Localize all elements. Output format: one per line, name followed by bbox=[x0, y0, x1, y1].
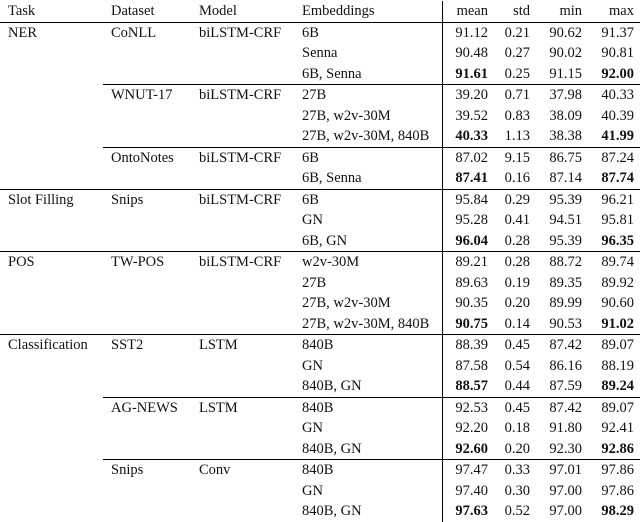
header-embeddings: Embeddings bbox=[294, 1, 442, 22]
cell-model bbox=[191, 293, 294, 314]
table-row bbox=[0, 501, 640, 522]
cell-std: 0.14 bbox=[504, 315, 530, 332]
table-row bbox=[0, 210, 640, 231]
header-mean: mean bbox=[442, 1, 494, 22]
table-row bbox=[0, 356, 640, 377]
cell-mean: 39.52 bbox=[442, 106, 494, 127]
cell-task: Slot Filling bbox=[0, 189, 103, 210]
cell-task bbox=[0, 439, 103, 460]
cell-mean-best: 90.75 bbox=[455, 315, 488, 332]
cell-embeddings: 840B, GN bbox=[302, 503, 362, 520]
cell-max-best: 91.02 bbox=[601, 315, 634, 332]
cell-min: 88.72 bbox=[536, 252, 588, 273]
table-body bbox=[0, 22, 640, 522]
cell-task: Classification bbox=[0, 335, 103, 356]
cell-dataset bbox=[103, 481, 191, 502]
cell-std: 0.18 bbox=[504, 420, 530, 437]
cell-max: 91.37 bbox=[588, 22, 640, 43]
cell-min: 94.51 bbox=[549, 212, 582, 229]
cell-max bbox=[588, 314, 640, 335]
cell-mean: 88.39 bbox=[442, 335, 494, 356]
cell-max: 90.60 bbox=[601, 295, 634, 312]
cell-mean-best: 91.61 bbox=[455, 65, 488, 82]
cell-model: LSTM bbox=[191, 397, 294, 418]
cell-max-best: 96.35 bbox=[601, 232, 634, 249]
cell-model bbox=[191, 64, 294, 85]
cell-embeddings: 6B bbox=[294, 22, 442, 43]
cell-model bbox=[191, 43, 294, 64]
cell-min: 87.59 bbox=[549, 378, 582, 395]
cell-max-best: 87.74 bbox=[601, 170, 634, 187]
cell-task bbox=[0, 231, 103, 252]
cell-min: 90.02 bbox=[549, 45, 582, 62]
cell-min: 87.42 bbox=[536, 397, 588, 418]
cell-min: 95.39 bbox=[549, 232, 582, 249]
cell-model: biLSTM-CRF bbox=[191, 252, 294, 273]
cell-mean: 92.20 bbox=[442, 418, 494, 439]
cell-embeddings: 6B, Senna bbox=[302, 65, 362, 82]
cell-std: 0.54 bbox=[504, 357, 530, 374]
cell-mean: 97.40 bbox=[442, 481, 494, 502]
cell-mean: 39.20 bbox=[442, 85, 494, 106]
cell-mean: 87.58 bbox=[442, 356, 494, 377]
cell-std: 0.21 bbox=[494, 22, 536, 43]
cell-dataset bbox=[103, 210, 191, 231]
header-max: max bbox=[588, 1, 640, 22]
table-row bbox=[0, 147, 640, 168]
cell-max: 40.39 bbox=[601, 107, 634, 124]
cell-mean: 97.47 bbox=[442, 460, 494, 481]
cell-dataset bbox=[103, 273, 191, 294]
cell-max: 87.24 bbox=[588, 147, 640, 168]
cell-embeddings: 27B, w2v-30M bbox=[302, 295, 391, 312]
cell-mean: 90.48 bbox=[442, 43, 494, 64]
cell-max-best: 98.29 bbox=[601, 503, 634, 520]
cell-min: 89.99 bbox=[549, 295, 582, 312]
cell-embeddings: Senna bbox=[302, 45, 338, 62]
cell-std: 0.83 bbox=[504, 107, 530, 124]
cell-max bbox=[588, 168, 640, 189]
table-row bbox=[0, 314, 640, 335]
cell-model: biLSTM-CRF bbox=[191, 85, 294, 106]
cell-task bbox=[0, 460, 103, 481]
table-row bbox=[0, 273, 640, 294]
cell-model bbox=[191, 273, 294, 294]
cell-model: biLSTM-CRF bbox=[191, 189, 294, 210]
cell-mean-best: 97.63 bbox=[455, 503, 488, 520]
cell-std: 0.25 bbox=[504, 65, 530, 82]
cell-min: 91.80 bbox=[549, 420, 582, 437]
cell-dataset bbox=[103, 418, 191, 439]
cell-std: 0.44 bbox=[504, 378, 530, 395]
cell-embeddings: 840B, GN bbox=[302, 440, 362, 457]
cell-task bbox=[0, 293, 103, 314]
cell-min: 97.00 bbox=[549, 503, 582, 520]
header-model: Model bbox=[191, 1, 294, 22]
cell-task bbox=[0, 501, 103, 522]
table-row bbox=[0, 106, 640, 127]
cell-max-best: 41.99 bbox=[601, 128, 634, 145]
cell-embeddings: 6B, Senna bbox=[302, 170, 362, 187]
table-row bbox=[0, 85, 640, 106]
cell-embeddings: 27B bbox=[302, 274, 327, 291]
cell-min: 37.98 bbox=[536, 85, 588, 106]
cell-mean bbox=[442, 126, 494, 147]
cell-dataset bbox=[103, 231, 191, 252]
cell-embeddings: 27B bbox=[294, 85, 442, 106]
cell-model bbox=[191, 356, 294, 377]
cell-mean bbox=[442, 501, 494, 522]
cell-mean-best: 96.04 bbox=[455, 232, 488, 249]
cell-max bbox=[588, 376, 640, 397]
cell-dataset: TW-POS bbox=[103, 252, 191, 273]
table-row bbox=[0, 481, 640, 502]
cell-model bbox=[191, 501, 294, 522]
cell-std: 0.28 bbox=[504, 232, 530, 249]
cell-model bbox=[191, 126, 294, 147]
table-row bbox=[0, 22, 640, 43]
cell-task bbox=[0, 126, 103, 147]
cell-max: 89.07 bbox=[588, 335, 640, 356]
cell-min: 87.14 bbox=[549, 170, 582, 187]
cell-min: 97.00 bbox=[549, 482, 582, 499]
cell-min: 87.42 bbox=[536, 335, 588, 356]
cell-dataset bbox=[103, 126, 191, 147]
cell-dataset: AG-NEWS bbox=[103, 397, 191, 418]
cell-model: Conv bbox=[191, 460, 294, 481]
cell-mean bbox=[442, 439, 494, 460]
cell-std: 0.41 bbox=[504, 212, 530, 229]
cell-max: 90.81 bbox=[601, 45, 634, 62]
table-row bbox=[0, 126, 640, 147]
table-row bbox=[0, 293, 640, 314]
cell-max-best: 89.24 bbox=[601, 378, 634, 395]
cell-dataset: Snips bbox=[103, 189, 191, 210]
cell-mean: 89.63 bbox=[442, 273, 494, 294]
cell-mean bbox=[442, 314, 494, 335]
cell-std: 0.45 bbox=[494, 397, 536, 418]
cell-task bbox=[0, 314, 103, 335]
cell-mean bbox=[442, 376, 494, 397]
cell-embeddings: 840B bbox=[294, 460, 442, 481]
cell-std: 0.19 bbox=[504, 274, 530, 291]
table-row bbox=[0, 460, 640, 481]
cell-max: 92.41 bbox=[601, 420, 634, 437]
header-task: Task bbox=[0, 1, 103, 22]
cell-dataset: Snips bbox=[103, 460, 191, 481]
cell-model: biLSTM-CRF bbox=[191, 22, 294, 43]
header-min: min bbox=[536, 1, 588, 22]
results-table bbox=[0, 1, 640, 522]
cell-max bbox=[588, 231, 640, 252]
cell-task bbox=[0, 397, 103, 418]
cell-task bbox=[0, 106, 103, 127]
cell-max: 89.92 bbox=[601, 274, 634, 291]
header-row bbox=[0, 1, 640, 22]
header-std: std bbox=[494, 1, 536, 22]
cell-task bbox=[0, 64, 103, 85]
table-row bbox=[0, 439, 640, 460]
cell-max: 97.86 bbox=[601, 482, 634, 499]
cell-task bbox=[0, 418, 103, 439]
cell-std: 0.20 bbox=[504, 295, 530, 312]
cell-mean-best: 87.41 bbox=[455, 170, 488, 187]
cell-max: 97.86 bbox=[588, 460, 640, 481]
cell-embeddings: 840B bbox=[294, 397, 442, 418]
table-row bbox=[0, 335, 640, 356]
cell-embeddings: w2v-30M bbox=[294, 252, 442, 273]
cell-model bbox=[191, 418, 294, 439]
cell-model bbox=[191, 481, 294, 502]
cell-min: 97.01 bbox=[536, 460, 588, 481]
table-row bbox=[0, 397, 640, 418]
cell-embeddings: GN bbox=[302, 482, 323, 499]
header-dataset: Dataset bbox=[103, 1, 191, 22]
cell-embeddings: 840B bbox=[294, 335, 442, 356]
table-row bbox=[0, 168, 640, 189]
cell-mean: 91.12 bbox=[442, 22, 494, 43]
cell-std: 0.27 bbox=[504, 45, 530, 62]
table-row bbox=[0, 189, 640, 210]
table-row bbox=[0, 418, 640, 439]
cell-model: biLSTM-CRF bbox=[191, 147, 294, 168]
cell-min: 90.62 bbox=[536, 22, 588, 43]
cell-max bbox=[588, 126, 640, 147]
cell-mean: 90.35 bbox=[442, 293, 494, 314]
cell-task bbox=[0, 168, 103, 189]
cell-dataset bbox=[103, 376, 191, 397]
cell-dataset: OntoNotes bbox=[103, 147, 191, 168]
cell-task bbox=[0, 356, 103, 377]
cell-mean: 89.21 bbox=[442, 252, 494, 273]
cell-dataset: SST2 bbox=[103, 335, 191, 356]
cell-model: LSTM bbox=[191, 335, 294, 356]
cell-task bbox=[0, 273, 103, 294]
cell-task bbox=[0, 210, 103, 231]
cell-mean-best: 40.33 bbox=[455, 128, 488, 145]
cell-max: 89.74 bbox=[588, 252, 640, 273]
cell-dataset: WNUT-17 bbox=[103, 85, 191, 106]
table-row bbox=[0, 376, 640, 397]
cell-max: 96.21 bbox=[588, 189, 640, 210]
cell-max: 40.33 bbox=[588, 85, 640, 106]
cell-std: 0.16 bbox=[504, 170, 530, 187]
cell-embeddings: 6B, GN bbox=[302, 232, 348, 249]
cell-mean bbox=[442, 231, 494, 252]
cell-embeddings: 27B, w2v-30M, 840B bbox=[302, 315, 430, 332]
cell-std: 0.28 bbox=[494, 252, 536, 273]
cell-std: 0.30 bbox=[504, 482, 530, 499]
cell-max bbox=[588, 501, 640, 522]
cell-min: 90.53 bbox=[549, 315, 582, 332]
cell-max: 88.19 bbox=[601, 357, 634, 374]
cell-task bbox=[0, 376, 103, 397]
cell-task: NER bbox=[0, 22, 103, 43]
cell-mean bbox=[442, 168, 494, 189]
cell-embeddings: 27B, w2v-30M, 840B bbox=[302, 128, 430, 145]
cell-max bbox=[588, 64, 640, 85]
cell-embeddings: GN bbox=[302, 357, 323, 374]
cell-model bbox=[191, 314, 294, 335]
cell-mean bbox=[442, 64, 494, 85]
cell-max-best: 92.00 bbox=[601, 65, 634, 82]
cell-dataset bbox=[103, 64, 191, 85]
cell-dataset bbox=[103, 168, 191, 189]
cell-embeddings: 6B bbox=[294, 147, 442, 168]
table-row bbox=[0, 231, 640, 252]
cell-dataset bbox=[103, 293, 191, 314]
cell-dataset bbox=[103, 439, 191, 460]
cell-task bbox=[0, 147, 103, 168]
cell-min: 92.30 bbox=[549, 440, 582, 457]
table-row bbox=[0, 43, 640, 64]
cell-std: 1.13 bbox=[504, 128, 530, 145]
cell-embeddings: 6B bbox=[294, 189, 442, 210]
cell-task bbox=[0, 43, 103, 64]
cell-max bbox=[588, 439, 640, 460]
cell-model bbox=[191, 106, 294, 127]
cell-dataset: CoNLL bbox=[103, 22, 191, 43]
cell-dataset bbox=[103, 43, 191, 64]
cell-std: 0.71 bbox=[494, 85, 536, 106]
cell-min: 38.09 bbox=[549, 107, 582, 124]
cell-embeddings: GN bbox=[302, 212, 323, 229]
cell-min: 38.38 bbox=[549, 128, 582, 145]
cell-model bbox=[191, 439, 294, 460]
cell-dataset bbox=[103, 106, 191, 127]
cell-task: POS bbox=[0, 252, 103, 273]
cell-std: 0.52 bbox=[504, 503, 530, 520]
cell-min: 89.35 bbox=[549, 274, 582, 291]
cell-model bbox=[191, 210, 294, 231]
table-row bbox=[0, 64, 640, 85]
cell-std: 0.20 bbox=[504, 440, 530, 457]
cell-mean: 87.02 bbox=[442, 147, 494, 168]
cell-dataset bbox=[103, 356, 191, 377]
cell-mean-best: 92.60 bbox=[455, 440, 488, 457]
cell-dataset bbox=[103, 501, 191, 522]
cell-min: 95.39 bbox=[536, 189, 588, 210]
cell-std: 0.29 bbox=[494, 189, 536, 210]
cell-min: 86.75 bbox=[536, 147, 588, 168]
cell-min: 91.15 bbox=[549, 65, 582, 82]
cell-embeddings: 840B, GN bbox=[302, 378, 362, 395]
cell-embeddings: 27B, w2v-30M bbox=[302, 107, 391, 124]
cell-task bbox=[0, 85, 103, 106]
cell-std: 9.15 bbox=[494, 147, 536, 168]
cell-std: 0.33 bbox=[494, 460, 536, 481]
cell-embeddings: GN bbox=[302, 420, 323, 437]
table-row bbox=[0, 252, 640, 273]
cell-mean: 95.28 bbox=[442, 210, 494, 231]
cell-model bbox=[191, 376, 294, 397]
cell-max: 95.81 bbox=[601, 212, 634, 229]
cell-model bbox=[191, 168, 294, 189]
cell-max: 89.07 bbox=[588, 397, 640, 418]
cell-min: 86.16 bbox=[549, 357, 582, 374]
cell-max-best: 92.86 bbox=[601, 440, 634, 457]
cell-mean: 92.53 bbox=[442, 397, 494, 418]
cell-model bbox=[191, 231, 294, 252]
cell-mean-best: 88.57 bbox=[455, 378, 488, 395]
cell-task bbox=[0, 481, 103, 502]
cell-mean: 95.84 bbox=[442, 189, 494, 210]
cell-dataset bbox=[103, 314, 191, 335]
cell-std: 0.45 bbox=[494, 335, 536, 356]
